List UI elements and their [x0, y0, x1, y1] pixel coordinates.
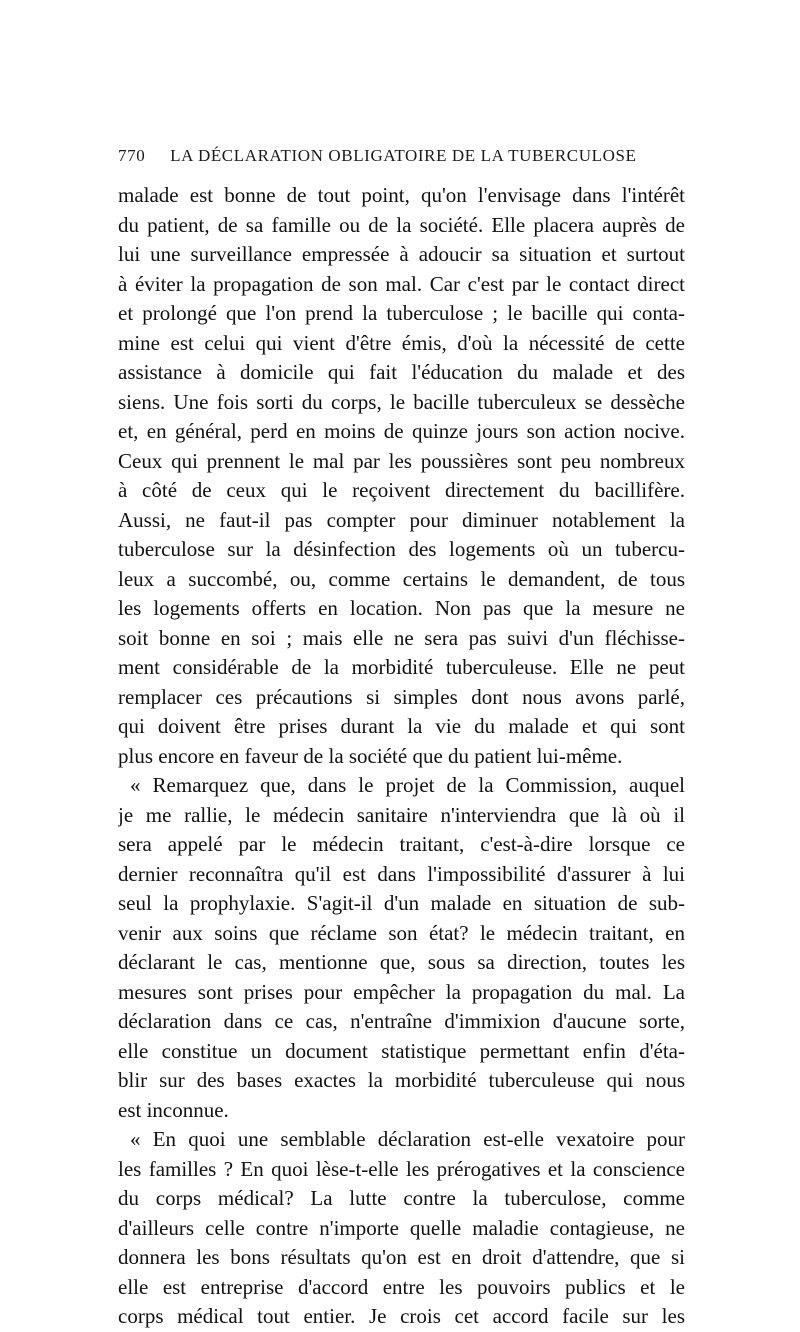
running-head [118, 146, 685, 170]
running-title: LA DÉCLARATION OBLIGATOIRE DE LA TUBERCULOSE [170, 146, 637, 165]
text-line: Ceux qui prennent le mal par les poussières sont peu nombreux [118, 448, 685, 473]
text-line: lui une surveillance empressée à adoucir sa situation et surtout [118, 242, 685, 266]
text-line: elle constitue un document statistique permettant enfin d'éta- [118, 1038, 685, 1063]
text-line: à côté de ceux qui le reçoivent directement du bacillifère. [118, 478, 685, 502]
text-line: les familles ? En quoi lèse-t-elle les prérogatives et la conscience [118, 1156, 685, 1181]
text-line: du corps médical? La lutte contre la tuberculose, comme [118, 1186, 685, 1210]
text-line: corps médical tout entier. Je crois cet accord facile sur les [118, 1304, 685, 1328]
text-line: blir sur des bases exactes la morbidité tuberculeuse qui nous [118, 1068, 685, 1092]
text-line: déclaration dans ce cas, n'entraîne d'immixion d'aucune sorte, [118, 1009, 685, 1033]
text-line: et prolongé que l'on prend la tuberculose ; le bacille qui conta- [118, 301, 685, 325]
text-line: donnera les bons résultats qu'on est en droit d'attendre, que si [118, 1245, 685, 1269]
text-line: je me rallie, le médecin sanitaire n'interviendra que là où il [118, 802, 685, 827]
text-line: déclarant le cas, mentionne que, sous sa direction, toutes les [118, 950, 685, 974]
paragraph-end-line: plus encore en faveur de la société que du patient lui-même. [118, 743, 623, 768]
text-line: tuberculose sur la désinfection des logements où un tubercu- [118, 537, 685, 561]
text-line: sera appelé par le médecin traitant, c'est-à-dire lorsque ce [118, 832, 685, 856]
text-line: dernier reconnaîtra qu'il est dans l'impossibilité d'assurer à lui [118, 861, 685, 886]
page-number: 770 [118, 146, 146, 165]
text-line: d'ailleurs celle contre n'importe quelle maladie contagieuse, ne [118, 1215, 685, 1240]
text-line: seul la prophylaxie. S'agit-il d'un malade en situation de sub- [118, 891, 685, 915]
text-line: et, en général, perd en moins de quinze jours son action nocive. [118, 419, 685, 443]
paragraph-end-line: est inconnue. [118, 1097, 229, 1122]
text-line: elle est entreprise d'accord entre les pouvoirs publics et le [118, 1274, 685, 1299]
paragraph-first-line: « En quoi une semblable déclaration est-elle vexatoire pour [130, 1127, 685, 1151]
text-line: les logements offerts en location. Non pas que la mesure ne [118, 596, 685, 620]
text-line: qui doivent être prises durant la vie du malade et qui sont [118, 714, 685, 738]
text-line: ment considérable de la morbidité tuberculeuse. Elle ne peut [118, 655, 685, 679]
text-line: venir aux soins que réclame son état? le médecin traitant, en [118, 920, 685, 945]
text-line: soit bonne en soi ; mais elle ne sera pas suivi d'un fléchisse- [118, 625, 685, 650]
body-text [118, 181, 685, 1332]
text-line: remplacer ces précautions si simples dont nous avons parlé, [118, 684, 685, 709]
text-line: Aussi, ne faut-il pas compter pour diminuer notablement la [118, 507, 685, 532]
paragraph-first-line: « Remarquez que, dans le projet de la Commission, auquel [130, 773, 685, 797]
text-line: du patient, de sa famille ou de la société. Elle placera auprès de [118, 212, 685, 237]
text-line: à éviter la propagation de son mal. Car c'est par le contact direct [118, 271, 685, 296]
text-line: mine est celui qui vient d'être émis, d'où la nécessité de cette [118, 330, 685, 355]
text-line: assistance à domicile qui fait l'éducation du malade et des [118, 360, 685, 384]
text-line: malade est bonne de tout point, qu'on l'envisage dans l'intérêt [118, 183, 685, 207]
text-line: mesures sont prises pour empêcher la propagation du mal. La [118, 979, 685, 1004]
text-line: leux a succombé, ou, comme certains le demandent, de tous [118, 566, 685, 591]
text-line: siens. Une fois sorti du corps, le bacille tuberculeux se dessèche [118, 389, 685, 414]
